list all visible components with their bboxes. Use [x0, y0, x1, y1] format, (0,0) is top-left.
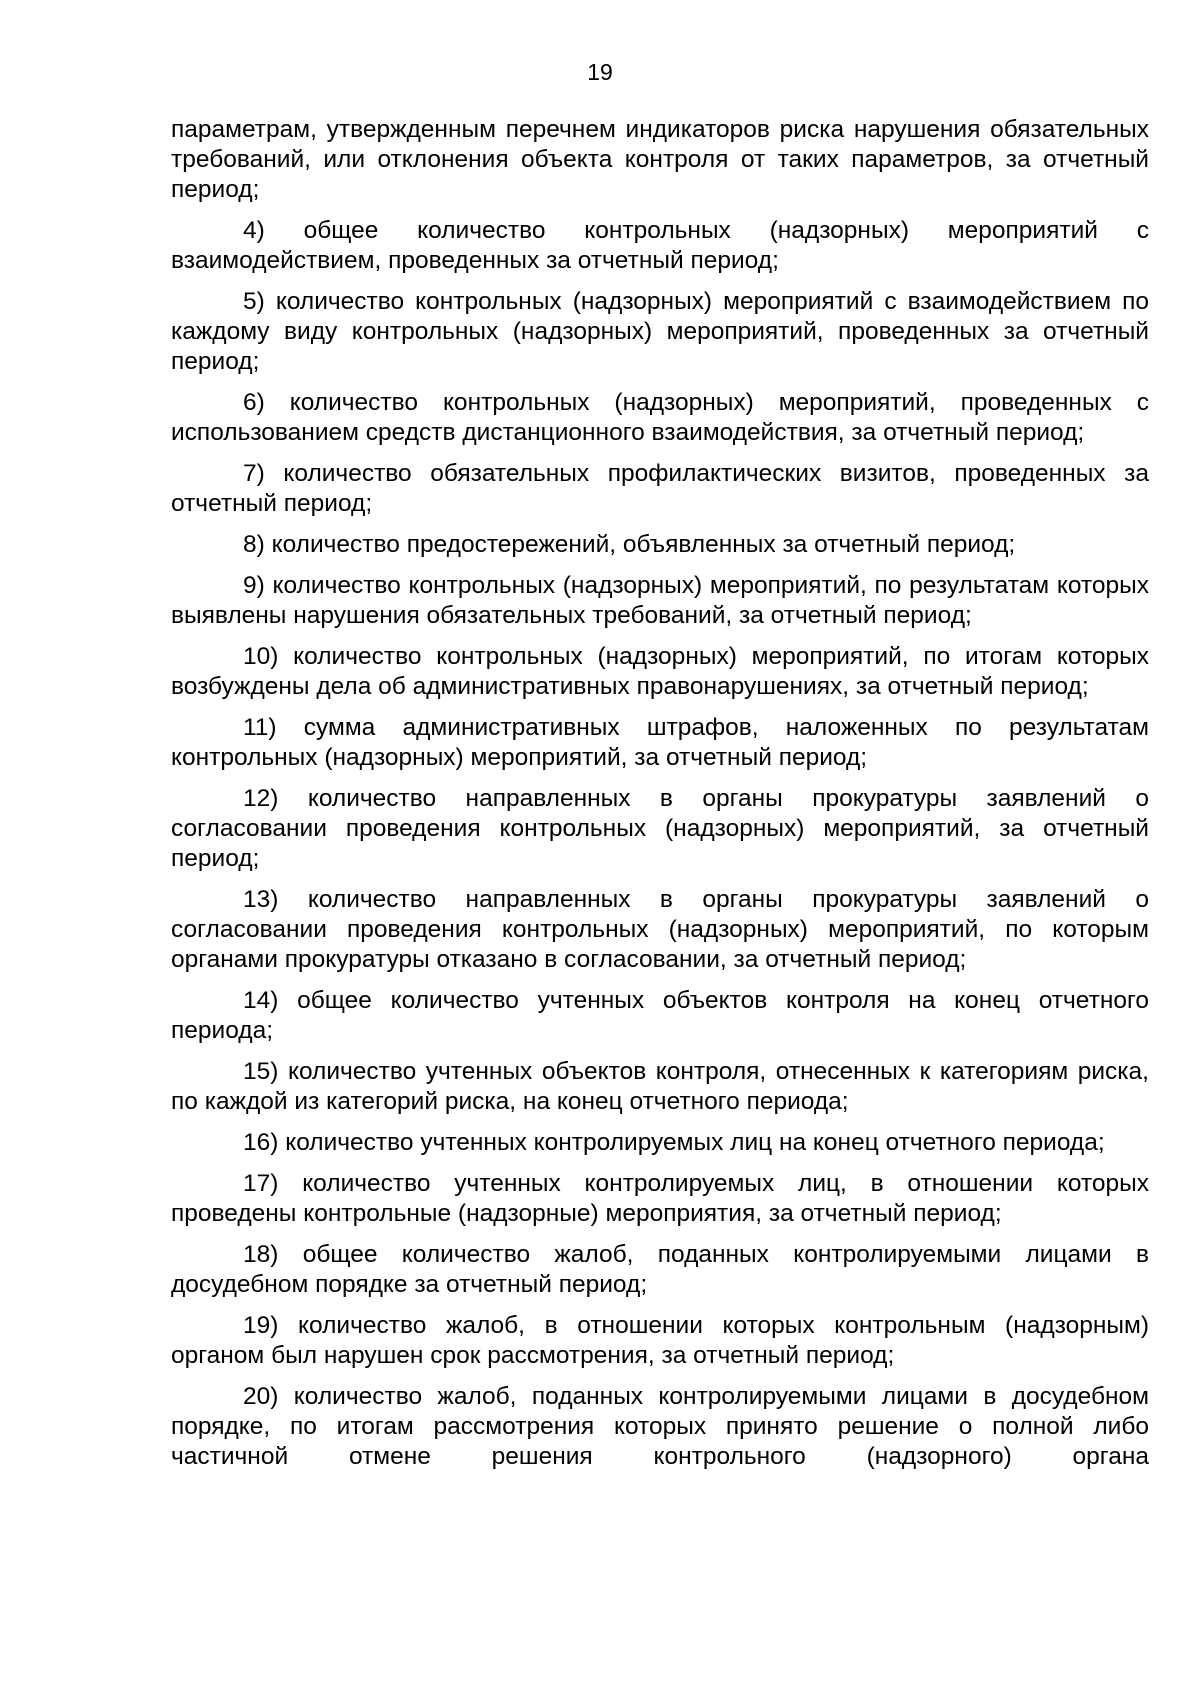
list-item-9: 9) количество контрольных (надзорных) мероприятий, по результатам которых выявлены нарушения обязательных требований, за отчетный период;: [171, 572, 1149, 629]
paragraph-continuation: параметрам, утвержденным перечнем индикаторов риска нарушения обязательных требований, или отклонения объекта контроля от таких параметров, за отчетный период;: [171, 116, 1149, 203]
list-item-14: 14) общее количество учтенных объектов контроля на конец отчетного периода;: [171, 987, 1149, 1044]
list-item-13: 13) количество направленных в органы прокуратуры заявлений о согласовании проведения контрольных (надзорных) мероприятий, по которым органами прокуратуры отказано в согласовании, за отчетный период;: [171, 886, 1149, 973]
list-item-4: 4) общее количество контрольных (надзорных) мероприятий с взаимодействием, проведенных за отчетный период;: [171, 217, 1149, 274]
list-item-10: 10) количество контрольных (надзорных) мероприятий, по итогам которых возбуждены дела об административных правонарушениях, за отчетный период;: [171, 643, 1149, 700]
list-item-15: 15) количество учтенных объектов контроля, отнесенных к категориям риска, по каждой из категорий риска, на конец отчетного периода;: [171, 1058, 1149, 1115]
page-number: 19: [587, 59, 613, 85]
list-item-17: 17) количество учтенных контролируемых лиц, в отношении которых проведены контрольные (надзорные) мероприятия, за отчетный период;: [171, 1170, 1149, 1227]
list-item-11: 11) сумма административных штрафов, наложенных по результатам контрольных (надзорных) мероприятий, за отчетный период;: [171, 714, 1149, 771]
list-item-7: 7) количество обязательных профилактических визитов, проведенных за отчетный период;: [171, 460, 1149, 517]
list-item-18: 18) общее количество жалоб, поданных контролируемыми лицами в досудебном порядке за отчетный период;: [171, 1241, 1149, 1298]
list-item-6: 6) количество контрольных (надзорных) мероприятий, проведенных с использованием средств дистанционного взаимодействия, за отчетный период;: [171, 389, 1149, 446]
list-item-16: 16) количество учтенных контролируемых лиц на конец отчетного периода;: [243, 1129, 1105, 1156]
document-body: [171, 115, 1149, 1483]
list-item-5: 5) количество контрольных (надзорных) мероприятий с взаимодействием по каждому виду контрольных (надзорных) мероприятий, проведенных за отчетный период;: [171, 288, 1149, 375]
list-item-12: 12) количество направленных в органы прокуратуры заявлений о согласовании проведения контрольных (надзорных) мероприятий, за отчетный период;: [171, 785, 1149, 872]
list-item-20: 20) количество жалоб, поданных контролируемыми лицами в досудебном порядке, по итогам рассмотрения которых принято решение о полной либо частичной отмене решения контрольного (надзорного) органа: [171, 1383, 1149, 1470]
list-item-19: 19) количество жалоб, в отношении которых контрольным (надзорным) органом был нарушен срок рассмотрения, за отчетный период;: [171, 1312, 1149, 1369]
list-item-8: 8) количество предостережений, объявленных за отчетный период;: [243, 531, 1016, 558]
